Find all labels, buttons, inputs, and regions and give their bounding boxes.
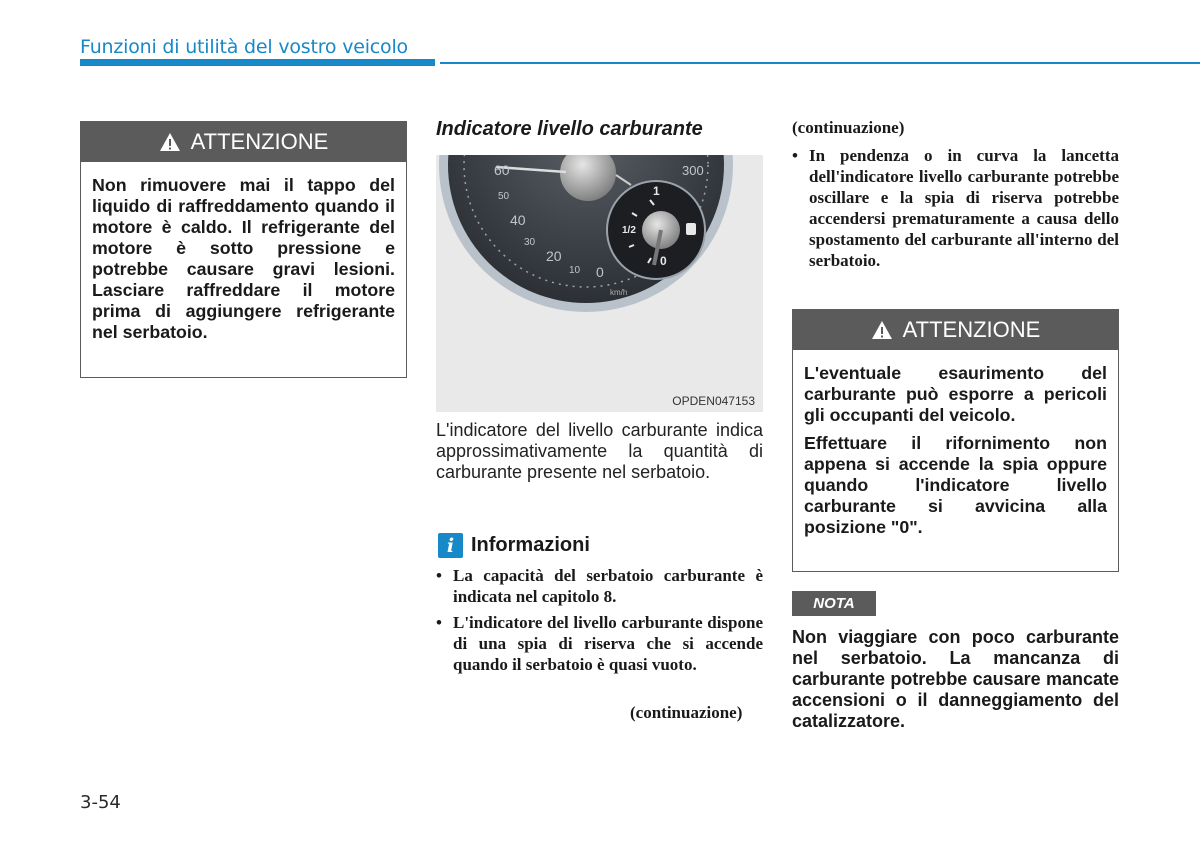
warning-body (81, 162, 406, 355)
section-title: Indicatore livello carburante (436, 118, 703, 140)
running-header: Funzioni di utilità del vostro veicolo (80, 36, 408, 58)
speed-label-0: 0 (596, 264, 604, 280)
figure-code: OPDEN047153 (672, 394, 755, 408)
info-bullets (436, 565, 763, 680)
fuel-label-half: 1/2 (622, 225, 636, 236)
warning-heading: ATTENZIONE (902, 317, 1041, 342)
speed-label-30: 30 (524, 237, 536, 248)
info-title: Informazioni (471, 534, 590, 556)
fuel-gauge-figure (436, 155, 763, 412)
page-number: 3-54 (80, 792, 121, 813)
warning-triangle-icon (871, 320, 893, 340)
warning-header (81, 122, 406, 162)
unit-label: km/h (610, 288, 628, 297)
info-icon: i (438, 533, 463, 558)
fuel-label-full: 1 (653, 184, 660, 198)
header-rule-thick (80, 59, 435, 66)
fuel-label-empty: 0 (660, 254, 667, 268)
warning-triangle-icon (159, 132, 181, 152)
fuel-warning-box (792, 309, 1119, 572)
warning-heading: ATTENZIONE (190, 129, 329, 154)
list-item: • La capacità del serbatoio carburante è indicata nel capitolo 8. (436, 565, 763, 607)
instrument-cluster-illustration (436, 155, 763, 412)
speed-label-20: 20 (546, 248, 562, 264)
header-rule-thin (440, 62, 1200, 64)
nota-text: Non viaggiare con poco carburante nel serbatoio. La mancanza di carburante potrebbe causare mancate accensioni o il danneggiamento del catalizzatore. (792, 627, 1119, 731)
speed-label-60: 60 (494, 162, 510, 178)
continued-header: (continuazione) (792, 118, 905, 137)
fuel-gauge-description: L'indicatore del livello carburante indica approssimativamente la quantità di carburante presente nel serbatoio. (436, 420, 763, 482)
speed-label-40: 40 (510, 212, 526, 228)
nota-badge: NOTA (792, 591, 876, 616)
continued-marker: (continuazione) (630, 703, 743, 722)
speed-label-300: 300 (682, 163, 704, 178)
warning-header (793, 310, 1118, 350)
speed-label-10: 10 (569, 265, 581, 276)
warning-paragraph: L'eventuale esaurimento del carburante può esporre a pericoli gli occupanti del veicolo. (804, 363, 1107, 425)
warning-body (793, 350, 1118, 550)
fuel-pump-icon (686, 223, 696, 235)
warning-paragraph: Effettuare il rifornimento non appena si accende la spia oppure quando l'indicatore livello carburante si avvicina alla posizione "0". (804, 433, 1107, 537)
warning-text: Non rimuovere mai il tappo del liquido di raffreddamento quando il motore è caldo. Il refrigerante del motore è sotto pressione e potrebbe causare gravi lesioni. Lasciare raffreddare il motore prima di aggiungere refrigerante nel serbatoio. (92, 175, 395, 342)
coolant-warning-box (80, 121, 407, 378)
info-heading (438, 533, 590, 558)
list-item: • L'indicatore del livello carburante dispone di una spia di riserva che si accende quando il serbatoio è quasi vuoto. (436, 612, 763, 675)
speed-label-50: 50 (498, 191, 510, 202)
right-bullets (792, 145, 1119, 276)
list-item: • In pendenza o in curva la lancetta dell'indicatore livello carburante potrebbe oscillare e la spia di riserva potrebbe accendersi prematuramente a causa dello spostamento del carburante all'interno del serbatoio. (792, 145, 1119, 271)
